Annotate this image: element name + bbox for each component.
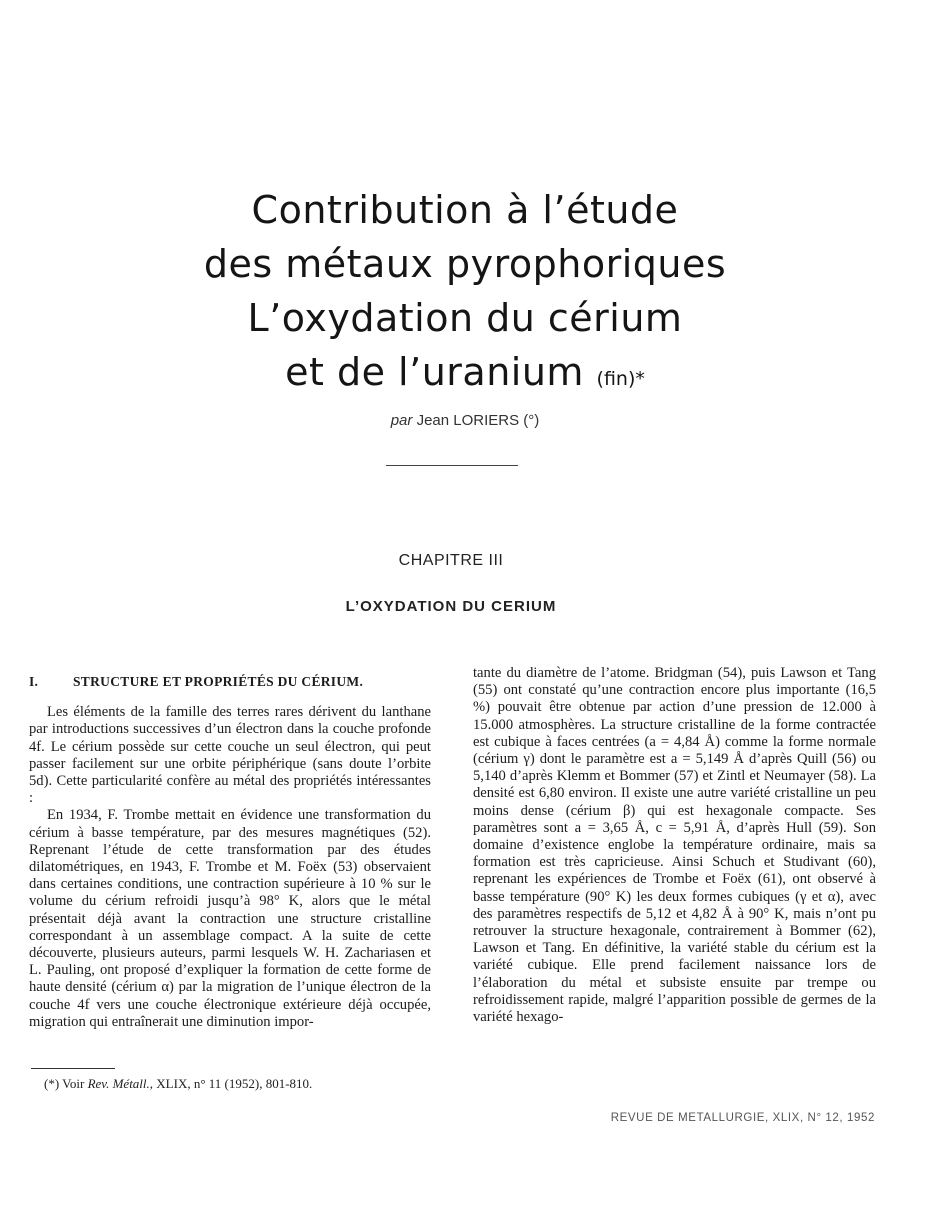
right-column [473,665,876,1026]
title-line-1: Contribution à l’étude [251,188,679,232]
article-title [0,183,930,406]
section-number: I. [29,674,39,689]
footnote [44,1076,312,1092]
section-title: STRUCTURE ET PROPRIÉTÉS DU CÉRIUM. [73,674,364,689]
title-suffix: (fin)* [596,368,645,390]
title-line-3: L’oxydation du cérium [247,296,683,340]
footnote-divider [31,1068,115,1069]
paragraph-1: Les éléments de la famille des terres rares dérivent du lanthane par introductions successives d’un électron dans la couche profonde 4f. Le cérium possède sur cette couche un seul électron, qui peut passer facilement sur une orbite périphérique (sans doute l’orbite 5d). Cette particularité confère au métal des propriétés intéressantes : [29,704,431,807]
title-divider [386,465,518,466]
paragraph-3: tante du diamètre de l’atome. Bridgman (54), puis Lawson et Tang (55) ont constaté qu’une contraction encore plus importante (16,5 %) pouvait être obtenue par action d’une pression de 12.000 à 15.000 atmosphères. La structure cristalline de la forme contractée est cubique à faces centrées (a = 4,84 Å) comme la forme normale (cérium γ) dont le paramètre est a = 5,149 Å d’après Quill (56) ou 5,140 d’après Klemm et Bommer (57) et Zintl et Neumayer (58). La densité est 6,80 environ. Il existe une autre variété cristalline un peu moins dense (cérium β) qui est hexagonale compacte. Ses paramètres sont a = 3,65 Å, c = 5,91 Å, d’après Hull (59). Son domaine d’existence englobe la température ordinaire, mais sa formation est très capricieuse. Ainsi Schuch et Studivant (60), reprenant les expériences de Trombe et Foëx (61), ont observé à basse température (90° K) les deux formes cubiques (γ et α), avec des paramètres respectifs de 5,12 et 4,82 Å à 90° K, mais n’ont pu retrouver la structure hexagonale, contrairement à Bommer (62), Lawson et Tang. En définitive, la variété stable du cérium est la variété cubique. Elle prend facilement naissance lors de l’élaboration du métal et subsiste ensuite par trempe ou refroidissement rapide, malgré l’apparition possible de germes de la variété hexago- [473,665,876,1026]
title-line-4 [0,345,930,406]
running-footer: REVUE DE METALLURGIE, XLIX, N° 12, 1952 [610,1112,875,1124]
left-column [29,673,431,1031]
byline-prefix: par [390,412,413,429]
footnote-rest: XLIX, n° 11 (1952), 801-810. [156,1076,313,1091]
title-line-2: des métaux pyrophoriques [203,242,727,286]
chapter-label: CHAPITRE III [398,552,504,569]
byline [0,412,930,429]
section-heading [29,673,431,690]
author-name: Jean LORIERS (°) [416,412,540,429]
footnote-source: Rev. Métall., [87,1076,154,1091]
paragraph-2: En 1934, F. Trombe mettait en évidence une transformation du cérium à basse température, par des mesures magnétiques (52). Reprenant l’étude de cette transformation par des études dilatométriques, en 1943, F. Trombe et M. Foëx (53) observaient dans certaines conditions, une contraction supérieure à 10 % sur le volume du cérium refroidi jusqu’à 98° K, alors que le métal présentait déjà avant la contraction une structure cristalline correspondant à un assemblage compact. A la suite de cette découverte, plusieurs auteurs, parmi lesquels W. H. Zachariasen et L. Pauling, ont proposé d’expliquer la formation de cette forme de haute densité (cérium α) par la migration de l’unique électron de la couche 4f vers une couche électronique extérieure déjà occupée, migration qui entraînerait une diminution impor- [29,807,431,1030]
footnote-mark: (*) Voir [44,1076,85,1091]
title-line-4-text: et de l’uranium [285,350,584,394]
chapter-title: L’OXYDATION DU CERIUM [345,598,557,615]
